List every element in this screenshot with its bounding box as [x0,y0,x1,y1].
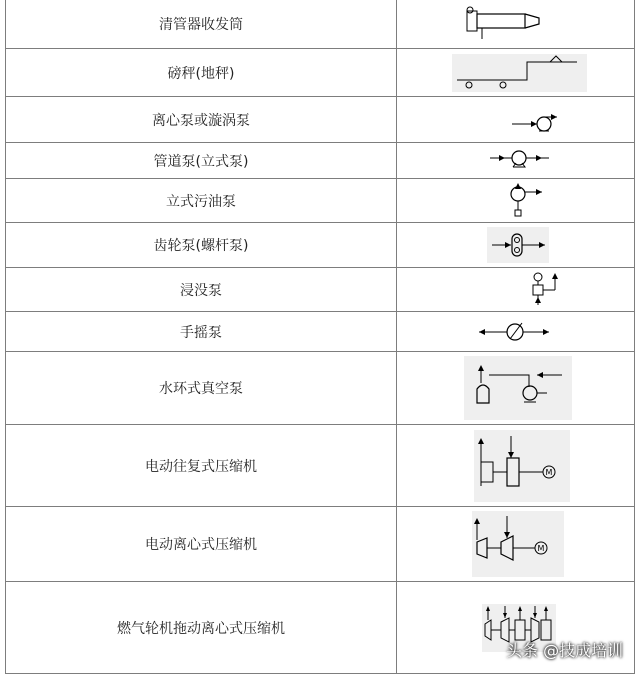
row-name: 水环式真空泵 [6,352,397,425]
hand-pump-icon [397,313,637,351]
table-row [6,425,635,507]
row-symbol [397,97,635,143]
row-name: 磅秤(地秤) [6,49,397,97]
row-symbol [397,49,635,97]
weighbridge-icon [397,50,637,96]
row-name: 管道泵(立式泵) [6,143,397,179]
row-symbol [397,179,635,223]
row-symbol [397,268,635,312]
gear-pump-icon [397,224,637,266]
motor-centrifugal-compressor-icon [397,508,637,580]
motor-reciprocating-compressor-icon [397,426,637,506]
table-row [6,268,635,312]
inline-pump-icon [397,144,637,178]
watermark: 头条 @技成培训 [506,641,624,660]
table-row [6,49,635,97]
table-row [6,179,635,223]
row-name: 燃气轮机拖动离心式压缩机 [6,582,397,674]
table-row [6,312,635,352]
vertical-sump-pump-icon [397,180,637,222]
motor-label: M [537,544,545,553]
symbol-table [5,0,635,674]
row-symbol [397,0,635,49]
table-row [6,223,635,268]
row-symbol [397,223,635,268]
row-name: 清管器收发筒 [6,0,397,49]
table-row [6,507,635,582]
table-row [6,0,635,49]
row-name: 浸没泵 [6,268,397,312]
table-row [6,352,635,425]
row-name: 立式污油泵 [6,179,397,223]
row-name: 电动往复式压缩机 [6,425,397,507]
row-symbol [397,352,635,425]
row-name: 齿轮泵(螺杆泵) [6,223,397,268]
row-name: 手摇泵 [6,312,397,352]
motor-label: M [545,467,553,477]
table-row [6,97,635,143]
water-ring-vacuum-pump-icon [397,353,637,423]
row-symbol [397,312,635,352]
row-symbol [397,425,635,507]
centrifugal-pump-icon [397,98,637,142]
submerged-pump-icon [397,269,637,311]
row-symbol [397,507,635,582]
pig-launcher-icon [397,1,637,47]
row-name: 离心泵或漩涡泵 [6,97,397,143]
row-name: 电动离心式压缩机 [6,507,397,582]
row-symbol [397,143,635,179]
table-row [6,143,635,179]
